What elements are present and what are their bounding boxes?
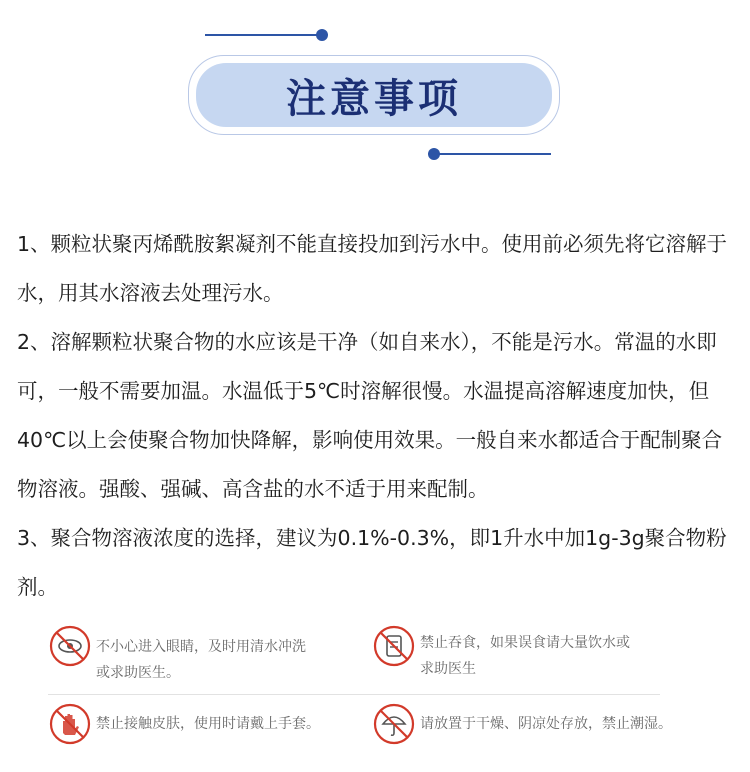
instruction-paragraph-2: 2、溶解颗粒状聚合物的水应该是干净（如自来水），不能是污水。常温的水即可，一般不需要加温。水温低于5℃时溶解很慢。水温提高溶解速度加快，但40℃以上会使聚合物加快降解，影响使用效果。一般自来水都适合于配制聚合物溶液。强酸、强碱、高含盐的水不适于用来配制。	[17, 330, 723, 501]
bottom-deco-line	[439, 153, 551, 155]
notice-eye-line-2: 或求助医生。	[96, 665, 180, 681]
instructions-body	[17, 220, 737, 612]
top-deco-line	[205, 34, 317, 36]
top-deco-dot	[316, 29, 328, 41]
notice-storage-line-1: 请放置于干燥、阴凉处存放，禁止潮湿。	[420, 716, 672, 732]
notice-swallow-line-1: 禁止吞食，如果误食请大量饮水或	[420, 635, 630, 651]
notice-eye-line-1: 不小心进入眼睛，及时用清水冲洗	[96, 639, 306, 655]
notice-eye	[48, 624, 358, 684]
notice-storage	[372, 702, 712, 752]
page-title: 注意事项	[286, 75, 462, 122]
notice-swallow	[372, 624, 702, 684]
instruction-paragraph-1: 1、颗粒状聚丙烯酰胺絮凝剂不能直接投加到污水中。使用前必须先将它溶解于水，用其水溶液去处理污水。	[17, 232, 728, 305]
notice-swallow-line-2: 求助医生	[420, 661, 476, 677]
notice-skin-line-1: 禁止接触皮肤，使用时请戴上手套。	[96, 716, 320, 732]
instruction-paragraph-3: 3、聚合物溶液浓度的选择，建议为0.1%-0.3%，即1升水中加1g-3g聚合物粉剂。	[17, 526, 727, 599]
keep-dry-umbrella-icon	[372, 702, 416, 746]
no-swallow-icon	[372, 624, 416, 668]
eye-prohibited-icon	[48, 624, 92, 668]
no-skin-contact-icon	[48, 702, 92, 746]
title-banner	[196, 63, 552, 127]
notice-divider	[48, 694, 660, 695]
notice-skin	[48, 702, 358, 752]
